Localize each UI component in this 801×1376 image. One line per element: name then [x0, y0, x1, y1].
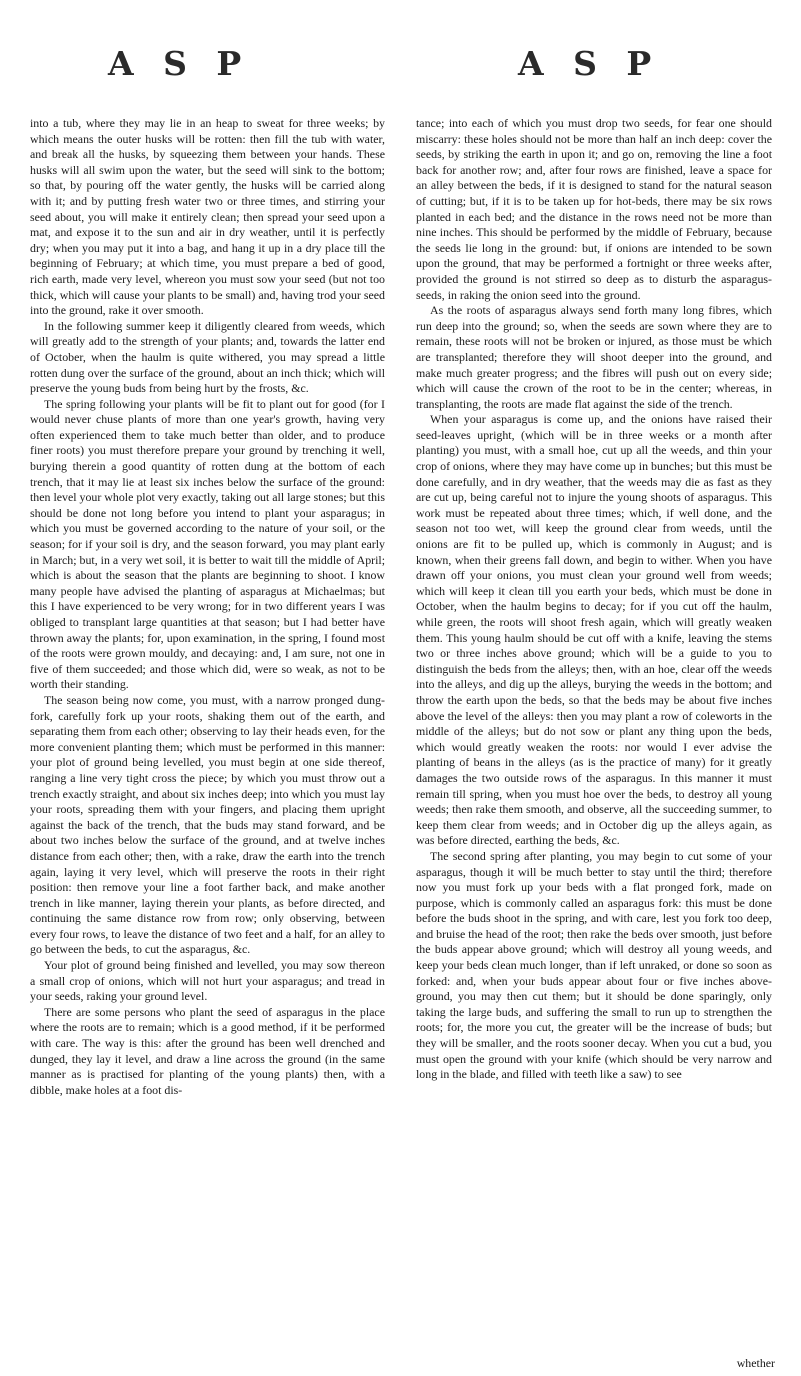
- paragraph: The spring following your plants will be fit to plant out for good (for I would never chuse plants of more than one year's growth, having very often experienced them to take much better than older, and to produce finer roots) you must therefore prepare your ground by trenching it well, burying therein a good quantity of rotten dung at the bottom of each trench, that it may lie at least six inches below the surface of the ground: then level your whole plot very exactly, taking out all large stones; but this should be done not long before you intend to plant your asparagus; in which you must be governed according to the nature of your soil, or the season; for if your soil is dry, and the season forward, you may plant early in March; but, in a very wet soil, it is better to wait till the middle of April; which is about the season that the plants are beginning to shoot. I know many people have advised the planting of asparagus at Michaelmas; but this I have experienced to be very wrong; for in two different years I was obliged to transplant large quantities at that season; but I had better have thrown away the plants; for, upon examination, in the spring, I found most of the roots were grown mouldy, and decaying: and, I am sure, not one in five of them succeeded; and those which did, were so weak, as not to be worth their standing.: [30, 396, 385, 692]
- right-column: [416, 116, 772, 1372]
- paragraph: into a tub, where they may lie in an heap to sweat for three weeks; by which means the outer husks will be rotten: then fill the tub with water, and break all the husks, by squeezing them between your hands. These husks will all swim upon the water, but the seed will sink to the bottom; so that, by pouring off the water gently, the husks will be carried along with it; and by putting fresh water two or three times, and stirring your seed about, you will make it entirely clean; then spread your seed upon a mat, and expose it to the sun and air in dry weather, until it is perfectly dry; when you may put it into a bag, and hang it up in a dry place till the beginning of February; at which time, you must prepare a bed of good, rich earth, made very level, whereon you must sow your seed (but not too thick, which will cause your plants to be small) and, having trod your seed into the ground, rake it over smooth.: [30, 116, 385, 318]
- paragraph: When your asparagus is come up, and the onions have raised their seed-leaves upright, (which will be in three weeks or a month after planting) you must, with a small hoe, cut up all the weeds, and thin your crop of onions, where they may have come up in bunches; but this must be done carefully, and in dry weather, that the weeds may die as fast as they are cut up, being careful not to injure the young shoots of asparagus. This work must be repeated about three times; which, if well done, and the season not too wet, will keep the ground clear from weeds, until the onions are fit to be pulled up, which is commonly in August; and is known, when their greens fall down, and begin to wither. When you have drawn off your onions, you must clean your ground well from weeds; which will keep it clean till you earth your beds, which must be done in October, when the haulm begins to decay; for if you cut off the haulm, while green, the roots will shoot fresh again, which will greatly weaken them. This young haulm should be cut off with a knife, leaving the stems two or three inches above ground; which will be a guide to you to distinguish the beds from the alleys; then, with an hoe, clear off the weeds into the alleys, and dig up the alleys, burying the weeds in the bottom; and throw the earth upon the beds, so that the beds may be about five inches above the level of the alleys: then you may plant a row of coleworts in the middle of the alleys; but do not sow or plant any thing upon the beds, which would greatly weaken the roots: nor would I ever advise the planting of beans in the alleys (as is the practice of many) for it greatly damages the two outside rows of the asparagus. In this manner it must remain till spring, when you must hoe over the beds, to destroy all young weeds; then rake them smooth, and observe, all the succeeding summer, to keep them clear from weeds; and in October dig up the alleys again, as was before directed, earthing the beds, &c.: [416, 412, 772, 848]
- paragraph: Your plot of ground being finished and levelled, you may sow thereon a small crop of onions, which will not hurt your asparagus; and tread in your seeds, raking your ground level.: [30, 958, 385, 1004]
- paragraph: tance; into each of which you must drop two seeds, for fear one should miscarry: these holes should not be more than half an inch deep: cover the seeds, by striking the earth in upon it; and go on, removing the line a foot back for another row; and, after four rows are finished, leave a space for an alley between the beds, if it is designed to stand for the natural season of cutting; but, if it is to be taken up for hot-beds, there may be six rows planted in each bed; and the distance in the rows need not be more than nine inches. This should be performed by the middle of February, because the seeds lie long in the ground: but, if onions are intended to be sown upon the ground, that may be performed a fortnight or three weeks after, provided the ground is not stirred so deep as to disturb the asparagus-seeds, in raking the onion seed into the ground.: [416, 116, 772, 302]
- running-head-right: A S P: [518, 44, 661, 83]
- paragraph: There are some persons who plant the seed of asparagus in the place where the roots are to remain; which is a good method, if it be performed with care. The way is this: after the ground has been well drenched and dunged, they lay it level, and draw a line across the ground (in the same manner as is practised for planting of the young plants) then, with a dibble, make holes at a foot dis-: [30, 1004, 385, 1097]
- paragraph: In the following summer keep it diligently cleared from weeds, which will greatly add to the strength of your plants; and, towards the latter end of October, when the haulm is quite withered, you may spread a little rotten dung over the surface of the ground, about an inch thick; which will preserve the young buds from being hurt by the frosts, &c.: [30, 318, 385, 396]
- paragraph: As the roots of asparagus always send forth many long fibres, which run deep into the ground; so, when the seeds are sown where they are to remain, these roots will not be broken or injured, as those must be which are transplanted; therefore they will shoot deeper into the ground, and make much greater progress; and the fibres will push out on every side; which will cause the crown of the root to be in the center; whereas, in transplanting, the roots are made flat against the side of the trench.: [416, 303, 772, 411]
- paragraph: The second spring after planting, you may begin to cut some of your asparagus, though it will be much better to stay until the third; therefore now you must fork up your beds with a flat pronged fork, made on purpose, which is commonly called an asparagus fork: this must be done before the buds shoot in the spring, and with care, lest you fork too deep, and bruise the head of the root; then rake the beds over smooth, just before the buds appear above ground; which will destroy all young weeds, and keep your beds clean much longer, than if left unraked, or done so soon as forked: and, when your buds appear about four or five inches above-ground, you may then cut them; but it should be done sparingly, only taking the large buds, and suffering the small to run up to strengthen the roots; for, the more you cut, the greater will be the increase of buds; but they will be smaller, and the roots sooner decay. When you cut a bud, you must open the ground with your knife (which should be very narrow and long in the blade, and filled with teeth like a saw) to see: [416, 848, 772, 1082]
- paragraph: The season being now come, you must, with a narrow pronged dung-fork, carefully fork up your roots, shaking them out of the earth, and separating them from each other; observing to lay their heads even, for the more convenient planting them; which must be performed in this manner: your plot of ground being levelled, you must begin at one side thereof, ranging a line very tight cross the piece; by which you must throw out a trench exactly straight, and about six inches deep; into which you must lay your roots, spreading them with your fingers, and placing them upright against the back of the trench, that the buds may stand forward, and be about two inches below the surface of the ground, and at twelve inches distance from each other; then, with a rake, draw the earth into the trench again, laying it very level, which will preserve the roots in their right position: then remove your line a foot farther back, and make another trench in like manner, laying therein your plants, as before directed, and continuing the same distance row from row; only observing, between every four rows, to leave the distance of two feet and a half, for an alley to go between the beds, to cut the asparagus, &c.: [30, 692, 385, 957]
- catchword: whether: [736, 1356, 775, 1370]
- left-column: [30, 116, 385, 1372]
- running-head-left: A S P: [108, 44, 251, 83]
